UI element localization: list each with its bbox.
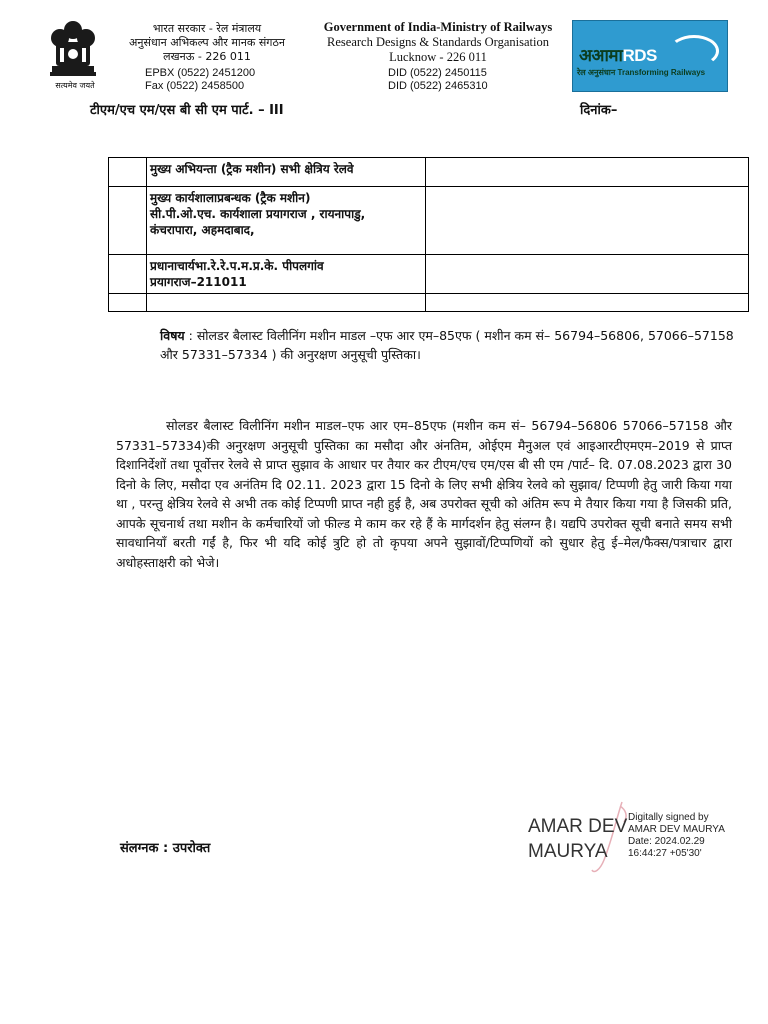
org-name-hindi	[112, 22, 302, 64]
addressee-line: सी.पी.ओ.एच. कार्यशाला प्रयागराज , रायनापाडु,	[150, 207, 366, 221]
ministry-english: Government of India-Ministry of Railways	[323, 20, 553, 34]
enclosure-note: संलग्नक : उपरोक्त	[120, 841, 211, 856]
addressee-line: प्रयागराज–211011	[150, 275, 247, 289]
signer-name-line1: AMAR DEV	[528, 816, 628, 837]
subject-label: विषय	[160, 328, 185, 343]
addressee-line: मुख्य अभियन्ता (ट्रैक मशीन) सभी क्षेत्रिय रेलवे	[150, 162, 354, 176]
rdso-logo	[572, 20, 728, 92]
table-row	[109, 255, 749, 294]
reference-number: टीएम/एच एम/एस बी सी एम पार्ट. – III	[90, 103, 284, 118]
body-paragraph: सोलडर बैलास्ट विलीनिंग मशीन माडल–एफ आर एम–85एफ (मशीन कम सं– 56794–56806 57066–57158 और 57331–57334)की अनुरक्षण अनुसूची पुस्तिका का मसौदा और अंनतिम, ओईएम मैनुअल एवं आइआरटीएमएम–2019 से प्राप्त दिशानिर्देशों तथा पूर्वोत्तर रेलवे से प्राप्त सुझाव के आधार पर तैयार कर टीएम/एच एम/एस बी सी एम /पार्ट– दि. 07.08.2023 द्वारा 30 दिनो के लिए, मसौदा एव अनंतिम दि 02.11. 2023 द्वारा 15 दिनो के लिए सभी क्षेत्रिय रेलवे को सुझाव/ टिप्पणी हेतु जारी किया गया था , परन्तु क्षेत्रिय रेलवे से अभी तक कोई टिप्पणी प्राप्त नही हुई है, अब उपरोक्त सूची को अंतिम रूप मे तैयार किया गया है जिसकी प्रति, आपके सूचनार्थ तथा मशीन के कर्मचारियों जो फील्ड मे काम कर रहे हैं के मार्गदर्शन हेतु संलग्न है। यद्यपि उपरोक्त सूची बनाते समय सभी सावधानियाँ बरती गईं है, फिर भी यदि कोई त्रुटि हो तो कृपया अपने सुझावों/टिप्पणियों को सुधार हेतु ई–मेल/फैक्स/पत्राचार द्वारा अधोहस्ताक्षरी को भेजे।	[116, 418, 732, 570]
epbx-number: EPBX (0522) 2451200	[145, 67, 256, 79]
table-row	[109, 187, 749, 255]
emblem-motto: सत्यमेव जयते	[55, 81, 95, 90]
city-english: Lucknow - 226 011	[389, 50, 487, 64]
table-row	[109, 294, 749, 312]
signature-detail-line: Date: 2024.02.29	[628, 836, 705, 847]
city-hindi: लखनऊ - 226 011	[163, 50, 251, 63]
logo-text: अआमाRDS	[579, 46, 657, 65]
ministry-hindi: भारत सरकार - रेल मंत्रालय	[152, 22, 262, 35]
signature-detail-line: AMAR DEV MAURYA	[628, 824, 725, 835]
logo-tagline: रेल अनुसंधान Transforming Railways	[577, 68, 706, 77]
signature-details	[628, 812, 725, 860]
contact-phone-fax	[145, 67, 255, 93]
letter-body	[116, 416, 732, 572]
addressee-line: कंचरापारा, अहमदाबाद,	[150, 223, 255, 237]
signature-detail-line: 16:44:27 +05'30'	[628, 848, 702, 859]
logo-swoosh-icon	[669, 35, 719, 67]
organisation-hindi: अनुसंधान अभिकल्प और मानक संगठन	[129, 36, 285, 49]
organisation-english: Research Designs & Standards Organisation	[327, 35, 549, 49]
signer-name-line2: MAURYA	[528, 841, 608, 862]
addressee-line: प्रधानाचार्यभा.रे.रे.प.म.प्र.के. पीपलगांव	[150, 259, 324, 273]
subject-line	[160, 326, 740, 364]
table-row	[109, 158, 749, 187]
addressee-table	[108, 157, 749, 312]
contact-did	[388, 67, 488, 93]
signature-detail-line: Digitally signed by	[628, 812, 709, 823]
date-label: दिनांक–	[580, 103, 618, 118]
subject-text: : सोलडर बैलास्ट विलीनिंग मशीन माडल –एफ आर एम–85एफ ( मशीन कम सं– 56794–56806, 57066–57158 और 57331–57334 ) की अनुरक्षण अनुसूची पुस्तिका।	[160, 328, 734, 362]
addressee-line: मुख्य कार्यशालाप्रबन्धक (ट्रैक मशीन)	[150, 191, 311, 205]
signer-name	[528, 814, 627, 864]
org-name-english	[318, 20, 558, 65]
fax-number: Fax (0522) 2458500	[145, 80, 245, 92]
did-number-2: DID (0522) 2465310	[388, 80, 488, 92]
did-number-1: DID (0522) 2450115	[388, 67, 487, 79]
